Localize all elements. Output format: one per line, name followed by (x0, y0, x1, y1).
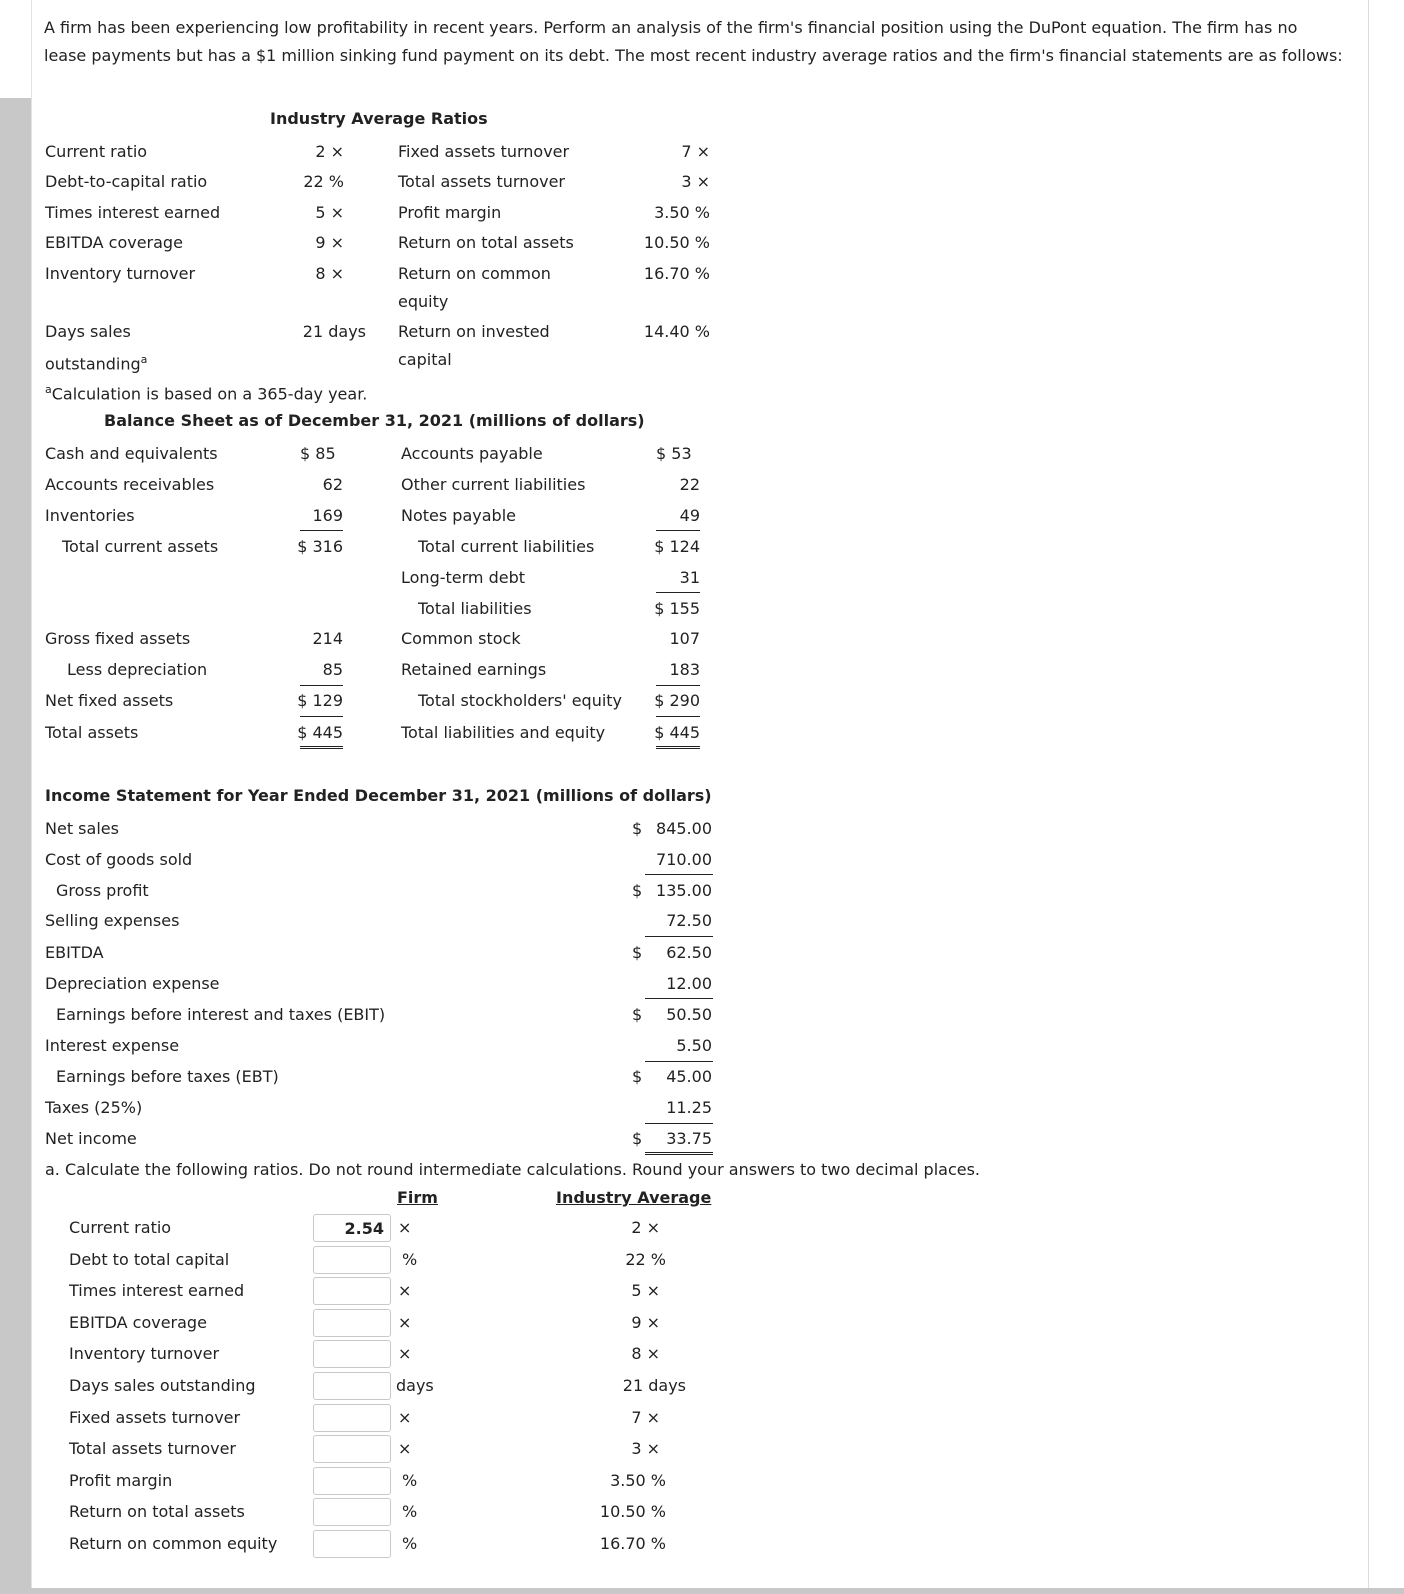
income-label: Earnings before taxes (EBT) (56, 1067, 279, 1086)
industry-left-label: Days sales (45, 322, 131, 341)
inventory-turnover-input[interactable] (313, 1340, 391, 1368)
underline (645, 998, 713, 999)
ratio-industry-value: 21 days (622, 1376, 686, 1395)
industry-right-value: 3.50 % (654, 203, 710, 222)
ratio-industry-value: 2 × (631, 1218, 660, 1237)
industry-title: Industry Average Ratios (270, 109, 488, 128)
industry-left-value: 8 × (315, 264, 344, 283)
balance-left-label: Cash and equivalents (45, 444, 218, 463)
balance-right-label: Total liabilities (418, 599, 532, 618)
balance-left-value: $ 316 (297, 537, 343, 556)
debt-to-capital-input[interactable] (313, 1246, 391, 1274)
left-gutter (0, 98, 31, 1594)
industry-left-value: 5 × (315, 203, 344, 222)
income-value: 710.00 (656, 850, 712, 869)
double-underline (645, 1152, 713, 1155)
balance-right-value: 49 (679, 506, 700, 525)
balance-right-label: Common stock (401, 629, 521, 648)
income-value: 45.00 (666, 1067, 712, 1086)
balance-right-label: Notes payable (401, 506, 516, 525)
balance-left-label: Total current assets (62, 537, 219, 556)
industry-left-value: 21 days (302, 322, 366, 341)
balance-right-value: $ 53 (656, 444, 692, 463)
income-label: Earnings before interest and taxes (EBIT) (56, 1005, 386, 1024)
underline (645, 1123, 713, 1124)
income-value: 845.00 (656, 819, 712, 838)
ratio-industry-value: 22 % (625, 1250, 666, 1269)
ratio-unit: × (398, 1344, 412, 1363)
ratio-unit: % (402, 1534, 418, 1553)
industry-right-value: 16.70 % (643, 264, 710, 283)
income-label: Cost of goods sold (45, 850, 193, 869)
ratio-unit: days (396, 1376, 434, 1395)
return-on-total-assets-input[interactable] (313, 1498, 391, 1526)
profit-margin-input[interactable] (313, 1467, 391, 1495)
underline (656, 530, 700, 531)
income-value: 72.50 (666, 911, 712, 930)
balance-left-label: Net fixed assets (45, 691, 174, 710)
industry-left-value: 22 % (303, 172, 344, 191)
income-value: 12.00 (666, 974, 712, 993)
income-value: 5.50 (676, 1036, 712, 1055)
underline (300, 685, 343, 686)
underline (656, 592, 700, 593)
balance-right-value: 107 (669, 629, 700, 648)
industry-right-label: Return on invested (398, 322, 550, 341)
ratio-industry-value: 16.70 % (599, 1534, 666, 1553)
income-dollar: $ (632, 943, 643, 962)
income-value: 62.50 (666, 943, 712, 962)
underline (656, 716, 700, 717)
ratio-unit: % (402, 1250, 418, 1269)
balance-right-label: Total current liabilities (418, 537, 595, 556)
balance-right-value: $ 155 (654, 599, 700, 618)
industry-left-label: Current ratio (45, 142, 148, 161)
balance-right-value: $ 290 (654, 691, 700, 710)
double-underline (656, 746, 700, 749)
industry-right-value: 14.40 % (643, 322, 710, 341)
balance-left-label: Inventories (45, 506, 135, 525)
ratio-industry-value: 8 × (631, 1344, 660, 1363)
underline (656, 685, 700, 686)
income-dollar: $ (632, 1005, 643, 1024)
industry-left-label-cont: outstanding$^a$ (45, 353, 148, 374)
income-value: 11.25 (666, 1098, 712, 1117)
income-dollar: $ (632, 1129, 643, 1148)
industry-left-label: Inventory turnover (45, 264, 196, 283)
industry-right-label: Total assets turnover (398, 172, 565, 191)
ratio-industry-value: 3.50 % (610, 1471, 666, 1490)
ratio-label: Current ratio (69, 1218, 172, 1237)
problem-intro: A firm has been experiencing low profitability in recent years. Perform an analysis of the firm's financial position using the DuPont equation. The firm has no lease payments but has a $1 million sinking fund payment on its debt. The most recent industry average ratios and the firm's financial statements are as follows: (44, 18, 1343, 65)
balance-right-value: 183 (669, 660, 700, 679)
income-value: 50.50 (666, 1005, 712, 1024)
ratio-label: Return on total assets (69, 1502, 245, 1521)
income-label: Net sales (45, 819, 119, 838)
times-interest-earned-input[interactable] (313, 1277, 391, 1305)
left-gutter-border (31, 0, 32, 1594)
industry-right-label: Return on common (398, 264, 551, 283)
ratio-label: Fixed assets turnover (69, 1408, 241, 1427)
ratio-industry-value: 7 × (631, 1408, 660, 1427)
balance-right-label: Total stockholders' equity (418, 691, 623, 710)
balance-right-label: Retained earnings (401, 660, 547, 679)
ratio-industry-value: 9 × (631, 1313, 660, 1332)
industry-left-label: EBITDA coverage (45, 233, 183, 252)
income-label: Depreciation expense (45, 974, 220, 993)
income-dollar: $ (632, 819, 643, 838)
ratio-unit: % (402, 1502, 418, 1521)
balance-right-label: Total liabilities and equity (401, 723, 606, 742)
days-sales-outstanding-input[interactable] (313, 1372, 391, 1400)
ratio-label: Inventory turnover (69, 1344, 220, 1363)
industry-left-label: Times interest earned (45, 203, 221, 222)
bottom-scroll-bar (0, 1588, 1404, 1594)
income-label: Net income (45, 1129, 137, 1148)
balance-right-value: $ 445 (654, 723, 700, 742)
total-assets-turnover-input[interactable] (313, 1435, 391, 1463)
income-label: Taxes (25%) (45, 1098, 143, 1117)
balance-left-label: Gross fixed assets (45, 629, 191, 648)
ratio-industry-value: 5 × (631, 1281, 660, 1300)
return-on-common-equity-input[interactable] (313, 1530, 391, 1558)
ratio-unit: × (398, 1439, 412, 1458)
col-header-firm: Firm (397, 1188, 438, 1207)
balance-left-value: $ 445 (297, 723, 343, 742)
balance-right-value: 22 (679, 475, 700, 494)
balance-right-value: $ 124 (654, 537, 700, 556)
industry-footnote: $^a$Calculation is based on a 365-day year. (45, 383, 368, 404)
balance-right-value: 31 (679, 568, 700, 587)
income-label: EBITDA (45, 943, 104, 962)
industry-right-label: Fixed assets turnover (398, 142, 570, 161)
income-value: 135.00 (656, 881, 712, 900)
balance-right-label: Other current liabilities (401, 475, 586, 494)
ebitda-coverage-input[interactable] (313, 1309, 391, 1337)
ratio-label: Days sales outstanding (69, 1376, 256, 1395)
income-value: 33.75 (666, 1129, 712, 1148)
industry-right-value: 10.50 % (643, 233, 710, 252)
income-dollar: $ (632, 881, 643, 900)
balance-left-label: Total assets (45, 723, 139, 742)
industry-right-label: Profit margin (398, 203, 502, 222)
income-label: Selling expenses (45, 911, 180, 930)
ratio-unit: × (398, 1313, 412, 1332)
balance-left-value: $ 85 (300, 444, 336, 463)
income-label: Gross profit (56, 881, 149, 900)
industry-left-value: 9 × (315, 233, 344, 252)
industry-left-value: 2 × (315, 142, 344, 161)
industry-right-label-cont: equity (398, 292, 449, 311)
balance-title: Balance Sheet as of December 31, 2021 (millions of dollars) (104, 411, 645, 430)
underline (645, 1061, 713, 1062)
balance-left-value: 169 (312, 506, 343, 525)
fixed-assets-turnover-input[interactable] (313, 1404, 391, 1432)
ratio-unit: × (398, 1408, 412, 1427)
ratio-unit: × (398, 1218, 412, 1237)
ratio-label: Debt to total capital (69, 1250, 230, 1269)
balance-left-value: $ 129 (297, 691, 343, 710)
ratio-unit: × (398, 1281, 412, 1300)
col-header-industry: Industry Average (556, 1188, 712, 1207)
ratio-industry-value: 3 × (631, 1439, 660, 1458)
balance-right-label: Accounts payable (401, 444, 543, 463)
ratio-label: Total assets turnover (69, 1439, 236, 1458)
balance-left-value: 85 (322, 660, 343, 679)
income-dollar: $ (632, 1067, 643, 1086)
industry-right-label: Return on total assets (398, 233, 574, 252)
current-ratio-input[interactable] (313, 1214, 391, 1242)
ratio-label: EBITDA coverage (69, 1313, 207, 1332)
underline (300, 716, 343, 717)
underline (300, 530, 343, 531)
industry-right-value: 7 × (681, 142, 710, 161)
balance-left-label: Less depreciation (67, 660, 208, 679)
balance-right-label: Long-term debt (401, 568, 526, 587)
balance-left-label: Accounts receivables (45, 475, 215, 494)
ratio-unit: % (402, 1471, 418, 1490)
right-border (1368, 0, 1369, 1594)
income-title: Income Statement for Year Ended December 31, 2021 (millions of dollars) (45, 786, 712, 805)
ratio-industry-value: 10.50 % (599, 1502, 666, 1521)
ratio-label: Return on common equity (69, 1534, 278, 1553)
ratio-label: Profit margin (69, 1471, 173, 1490)
balance-left-value: 62 (322, 475, 343, 494)
industry-right-label-cont: capital (398, 350, 452, 369)
ratio-label: Times interest earned (69, 1281, 245, 1300)
income-label: Interest expense (45, 1036, 180, 1055)
industry-left-label: Debt-to-capital ratio (45, 172, 208, 191)
balance-left-value: 214 (312, 629, 343, 648)
underline (645, 874, 713, 875)
double-underline (300, 746, 343, 749)
question-text: a. Calculate the following ratios. Do not round intermediate calculations. Round your answers to two decimal places. (45, 1160, 980, 1179)
underline (645, 936, 713, 937)
industry-right-value: 3 × (681, 172, 710, 191)
